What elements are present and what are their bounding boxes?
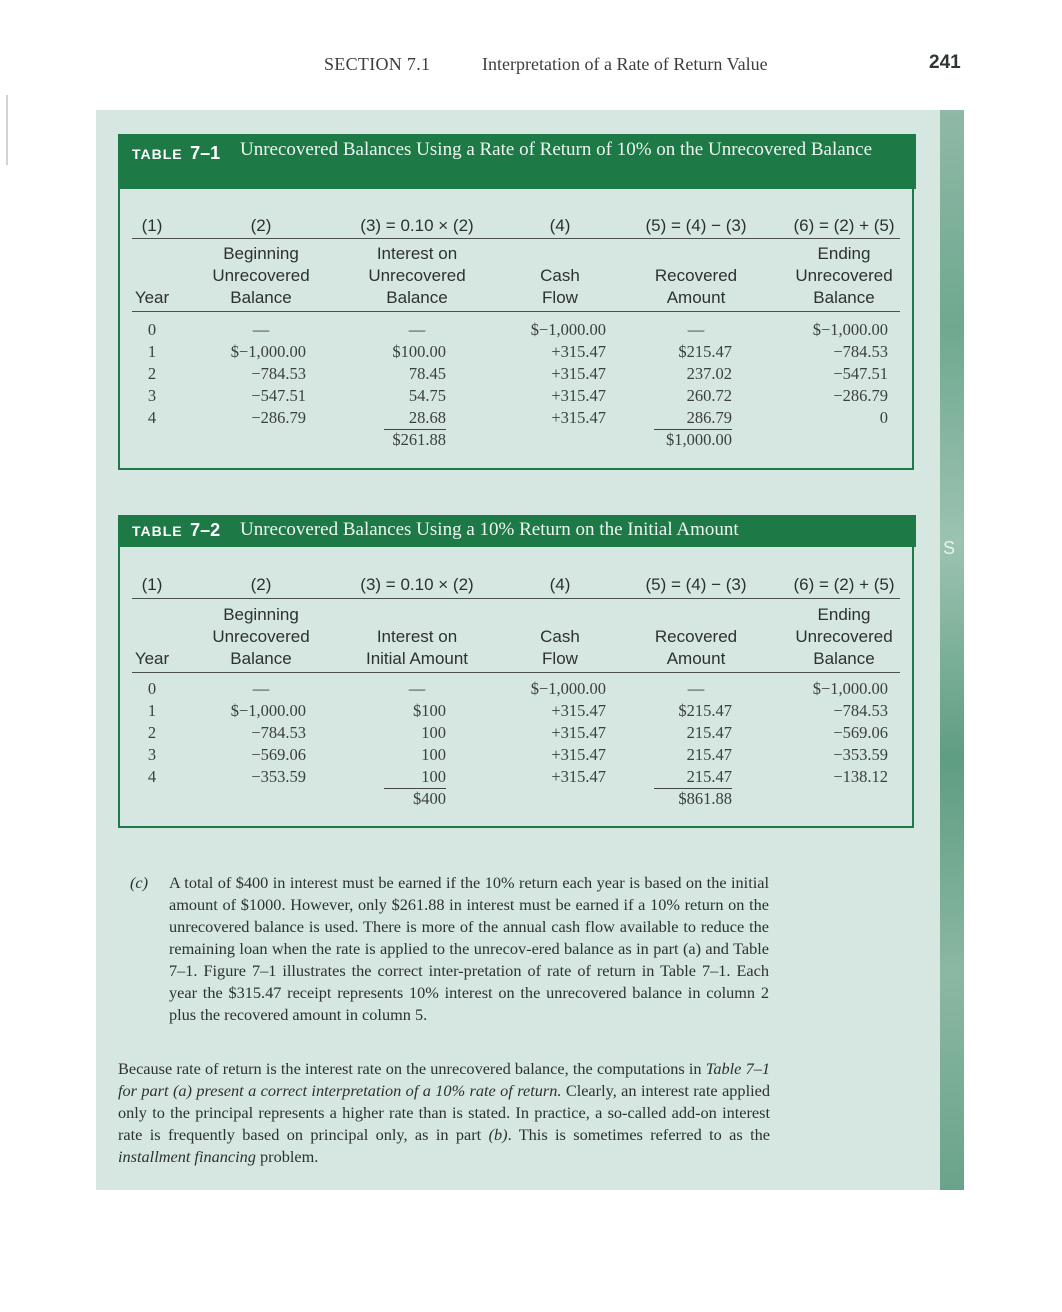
header-rule <box>132 598 900 599</box>
column-title: Flow <box>542 649 578 668</box>
column-number: (6) = (2) + (5) <box>793 216 895 235</box>
table-cell: $−1,000.00 <box>230 701 306 720</box>
column-number: (6) = (2) + (5) <box>793 575 895 594</box>
table-cell: +315.47 <box>551 701 606 720</box>
column-number: (3) = 0.10 × (2) <box>360 216 474 235</box>
column-title: Year <box>134 288 170 307</box>
table-cell: 237.02 <box>686 364 732 383</box>
column-title: Interest on <box>376 627 458 646</box>
table-7-2-header-bar <box>118 515 916 547</box>
table-7-2 <box>118 515 914 828</box>
table-cell: +315.47 <box>551 386 606 405</box>
page-number: 241 <box>929 52 961 73</box>
table-7-2-label: TABLE 7–2 <box>132 520 221 540</box>
table-cell: 260.72 <box>686 386 732 405</box>
recovered-total: $861.88 <box>678 789 732 808</box>
table-7-1-title: Unrecovered Balances Using a Rate of Return of 10% on the Unrecovered Balance <box>240 139 873 160</box>
table-cell: +315.47 <box>551 364 606 383</box>
table-cell: −353.59 <box>833 745 888 764</box>
table-cell: +315.47 <box>551 745 606 764</box>
margin-rule <box>6 95 8 165</box>
table-7-2-title: Unrecovered Balances Using a 10% Return on the Initial Amount <box>240 519 739 540</box>
table-cell: 0 <box>879 408 888 427</box>
interest-total: $400 <box>413 789 446 808</box>
table-cell: 286.79 <box>686 408 732 427</box>
table-cell: 2 <box>147 364 157 383</box>
table-cell: 215.47 <box>686 723 732 742</box>
table-cell: 0 <box>147 679 157 698</box>
column-title: Unrecovered <box>795 627 893 646</box>
table-cell: 100 <box>421 723 446 742</box>
column-title: Balance <box>813 288 875 307</box>
page-edge-strip <box>940 110 964 1190</box>
table-cell: +315.47 <box>551 767 606 786</box>
table-cell: −569.06 <box>833 723 888 742</box>
table-cell: 215.47 <box>686 767 732 786</box>
interest-total: $261.88 <box>392 430 446 449</box>
column-title: Flow <box>542 288 578 307</box>
table-cell: — <box>252 320 270 339</box>
column-title: Initial Amount <box>365 649 469 668</box>
table-cell: −784.53 <box>833 342 888 361</box>
table-cell: 78.45 <box>408 364 446 383</box>
table-7-1 <box>118 134 914 470</box>
column-number: (4) <box>549 216 571 235</box>
paragraph-rate-of-return: Because rate of return is the interest rate on the unrecovered balance, the computations in Table 7–1 for part (a) present a correct interpretation of a 10% rate of return. Clearly, an interest rate applied only to the principal represents a higher rate than is stated. In practice, a so-called add-on interest rate is frequently based on principal only, as in part (b). This is sometimes referred to as the installment financing problem. <box>118 1059 770 1166</box>
column-number: (5) = (4) − (3) <box>645 575 747 594</box>
column-title: Year <box>134 649 170 668</box>
table-cell: −784.53 <box>251 723 306 742</box>
column-number: (2) <box>250 575 272 594</box>
table-cell: $215.47 <box>678 342 732 361</box>
column-title: Cash <box>540 266 580 285</box>
column-title: Amount <box>666 288 726 307</box>
table-cell: $−1,000.00 <box>812 679 888 698</box>
column-number: (4) <box>549 575 571 594</box>
table-cell: 0 <box>147 320 157 339</box>
table-cell: $100 <box>413 701 446 720</box>
column-title: Unrecovered <box>368 266 466 285</box>
table-cell: +315.47 <box>551 342 606 361</box>
table-cell: 28.68 <box>408 408 446 427</box>
table-cell: 100 <box>421 767 446 786</box>
table-cell: $−1,000.00 <box>530 320 606 339</box>
table-cell: −569.06 <box>251 745 306 764</box>
table-cell: $−1,000.00 <box>530 679 606 698</box>
table-cell: 100 <box>421 745 446 764</box>
header-rule <box>132 238 900 239</box>
table-7-1-label: TABLE 7–1 <box>132 143 221 163</box>
table-cell: −286.79 <box>833 386 888 405</box>
paragraph-c-text: A total of $400 in interest must be earned if the 10% return each year is based on the initial amount of $1000. However, only $261.88 in interest must be earned if a 10% return on the unrecovered balance is used. There is more of the annual cash flow available to reduce the remaining loan when the rate is applied to the unrecov-ered balance as in part (a) and Table 7–1. Figure 7–1 illustrates the correct inter-pretation of rate of return in Table 7–1. Each year the $315.47 receipt represents 10% interest on the unrecovered balance in column 2 plus the recovered amount in column 5. <box>169 873 769 1024</box>
table-cell: −784.53 <box>251 364 306 383</box>
column-title: Balance <box>386 288 448 307</box>
column-number: (3) = 0.10 × (2) <box>360 575 474 594</box>
column-number: (5) = (4) − (3) <box>645 216 747 235</box>
section-title: Interpretation of a Rate of Return Value <box>482 54 768 74</box>
column-title: Balance <box>230 288 292 307</box>
header-rule <box>132 311 900 312</box>
table-cell: $−1,000.00 <box>230 342 306 361</box>
table-cell: $100.00 <box>392 342 446 361</box>
column-title: Recovered <box>654 266 738 285</box>
column-number: (1) <box>141 216 163 235</box>
column-title: Balance <box>813 649 875 668</box>
table-cell: −547.51 <box>833 364 888 383</box>
table-cell: 215.47 <box>686 745 732 764</box>
column-title: Ending <box>817 244 871 263</box>
recovered-total: $1,000.00 <box>666 430 732 449</box>
header-rule <box>132 672 900 673</box>
table-cell: −286.79 <box>251 408 306 427</box>
table-cell: 1 <box>147 701 157 720</box>
column-title: Amount <box>666 649 726 668</box>
column-title: Unrecovered <box>795 266 893 285</box>
table-cell: 1 <box>147 342 157 361</box>
table-cell: — <box>408 679 426 698</box>
table-cell: +315.47 <box>551 408 606 427</box>
paragraph-c-marker: (c) <box>130 873 149 892</box>
column-title: Interest on <box>376 244 458 263</box>
table-cell: — <box>408 320 426 339</box>
column-number: (2) <box>250 216 272 235</box>
section-label: SECTION 7.1 <box>324 54 431 74</box>
table-cell: 4 <box>147 408 157 427</box>
table-cell: — <box>252 679 270 698</box>
column-title: Beginning <box>223 244 299 263</box>
table-cell: 3 <box>147 386 157 405</box>
column-title: Unrecovered <box>212 627 310 646</box>
table-cell: — <box>687 320 705 339</box>
table-7-1-header-bar <box>118 134 916 189</box>
table-cell: — <box>687 679 705 698</box>
table-cell: −784.53 <box>833 701 888 720</box>
table-cell: −547.51 <box>251 386 306 405</box>
table-cell: $215.47 <box>678 701 732 720</box>
table-cell: 3 <box>147 745 157 764</box>
column-title: Recovered <box>654 627 738 646</box>
column-title: Unrecovered <box>212 266 310 285</box>
edge-letter: S <box>943 538 956 558</box>
table-cell: 2 <box>147 723 157 742</box>
table-cell: $−1,000.00 <box>812 320 888 339</box>
table-cell: −138.12 <box>833 767 888 786</box>
table-cell: −353.59 <box>251 767 306 786</box>
column-number: (1) <box>141 575 163 594</box>
column-title: Cash <box>540 627 580 646</box>
column-title: Beginning <box>223 605 299 624</box>
table-cell: +315.47 <box>551 723 606 742</box>
page-header <box>0 52 1062 78</box>
column-title: Balance <box>230 649 292 668</box>
table-cell: 4 <box>147 767 157 786</box>
table-cell: 54.75 <box>408 386 446 405</box>
column-title: Ending <box>817 605 871 624</box>
